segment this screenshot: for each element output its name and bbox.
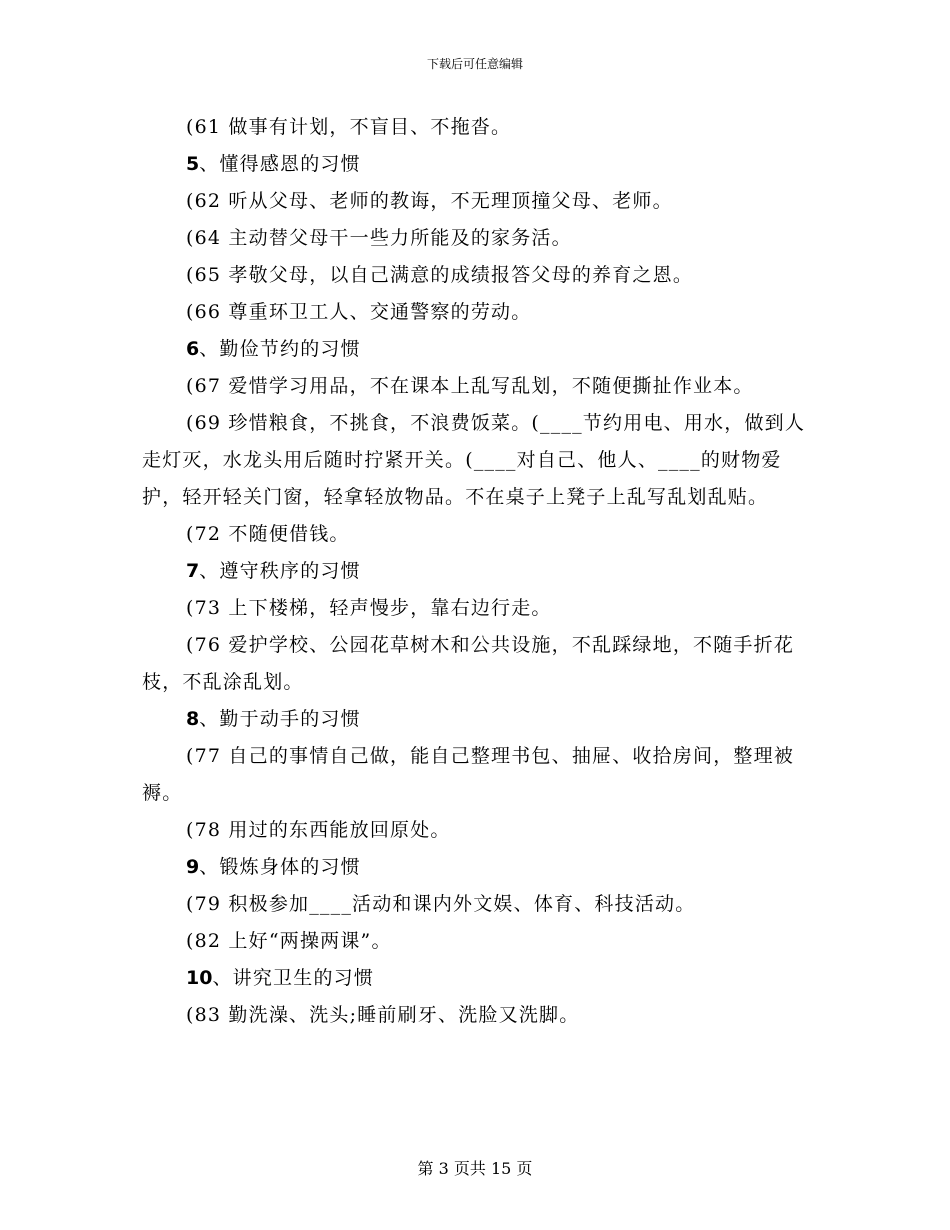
page-footer: 第 3 页共 15 页	[417, 1159, 533, 1178]
section-heading-10	[142, 960, 814, 997]
section-title: 、锻炼身体的习惯	[199, 856, 361, 878]
section-heading-6	[142, 331, 814, 368]
section-title: 、讲究卫生的习惯	[212, 967, 375, 989]
paragraph-62: (62 听从父母、老师的教诲，不无理顶撞父母、老师。	[186, 190, 673, 212]
section-heading-5	[142, 146, 814, 183]
section-title: 、懂得感恩的习惯	[199, 153, 361, 175]
paragraph-83: (83 勤洗澡、洗头;睡前刷牙、洗脸又洗脚。	[186, 1004, 580, 1026]
paragraph-67: (67 爱惜学习用品，不在课本上乱写乱划，不随便撕扯作业本。	[186, 375, 754, 397]
paragraph-66: (66 尊重环卫工人、交通警察的劳动。	[186, 301, 532, 323]
section-heading-8	[142, 701, 814, 738]
paragraph-65: (65 孝敬父母，以自己满意的成绩报答父母的养育之恩。	[186, 264, 694, 286]
paragraph-61: (61 做事有计划，不盲目、不拖沓。	[186, 116, 512, 138]
section-heading-9	[142, 849, 814, 886]
paragraph-72: (72 不随便借钱。	[186, 523, 350, 545]
section-heading-7	[142, 553, 814, 590]
section-title: 、勤俭节约的习惯	[199, 338, 361, 360]
paragraph-69: (69 珍惜粮食，不挑食，不浪费饭菜。(____节约用电、用水，做到人走灯灭，水龙头用后随时拧紧开关。(____对自己、他人、____的财物爱护，轻开轻关门窗，轻拿轻放物品。不在桌子上凳子上乱写乱划乱贴。	[142, 412, 806, 508]
paragraph-77: (77 自己的事情自己做，能自己整理书包、抽屉、收拾房间，整理被褥。	[142, 745, 795, 804]
paragraph-73: (73 上下楼梯，轻声慢步，靠右边行走。	[186, 597, 552, 619]
section-number: 8	[186, 708, 200, 730]
paragraph-64: (64 主动替父母干一些力所能及的家务活。	[186, 227, 572, 249]
paragraph-82: (82 上好“两操两课”。	[186, 930, 392, 952]
section-number: 5	[186, 153, 200, 175]
section-number: 10	[186, 967, 213, 989]
paragraph-76: (76 爱护学校、公园花草树木和公共设施，不乱踩绿地，不随手折花枝，不乱涂乱划。	[142, 634, 795, 693]
section-number: 7	[186, 560, 200, 582]
page-header: 下载后可任意编辑	[426, 57, 523, 71]
paragraph-78: (78 用过的东西能放回原处。	[186, 819, 451, 841]
section-title: 、勤于动手的习惯	[199, 708, 361, 730]
section-number: 9	[186, 856, 200, 878]
section-number: 6	[186, 338, 200, 360]
document-body	[142, 109, 814, 1034]
section-title: 、遵守秩序的习惯	[199, 560, 361, 582]
paragraph-79: (79 积极参加____活动和课内外文娱、体育、科技活动。	[186, 893, 696, 915]
